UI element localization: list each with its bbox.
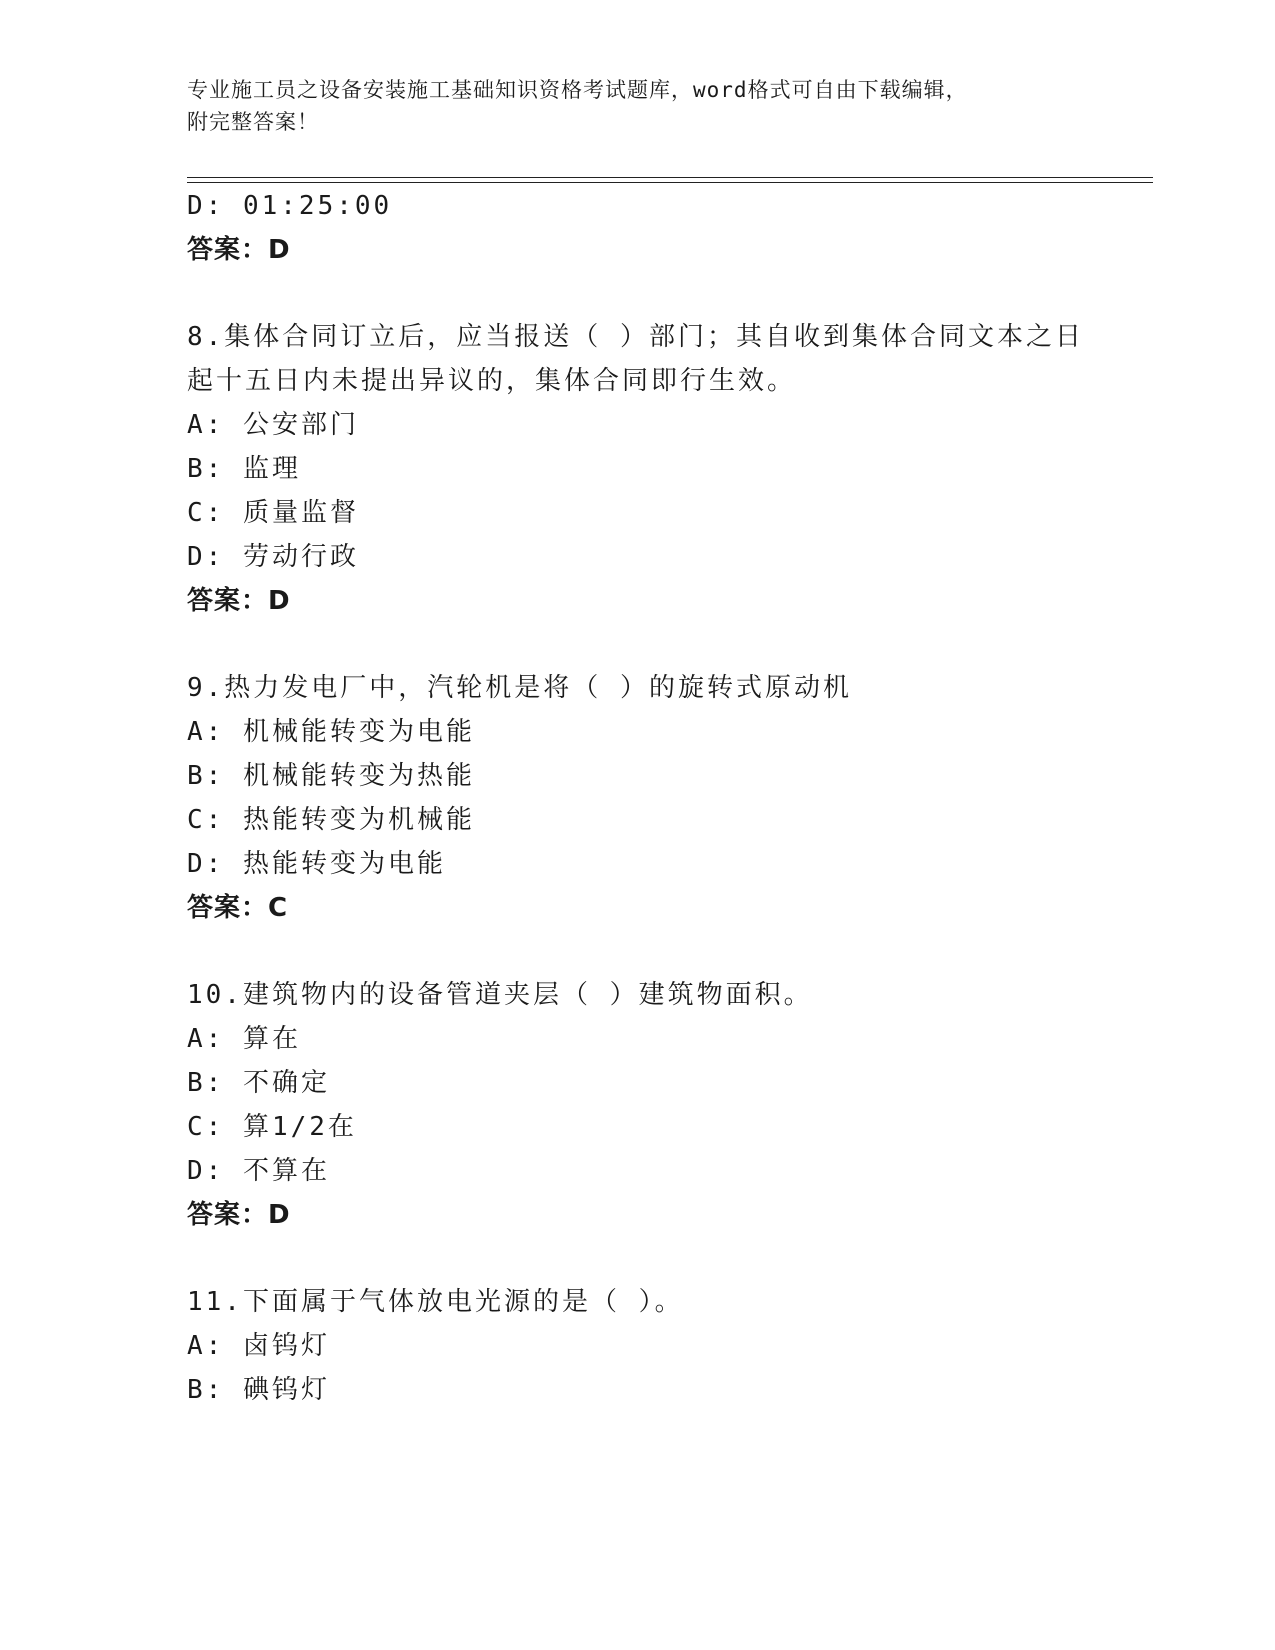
q10-option-c: C: 算1/2在 xyxy=(187,1112,357,1142)
prev-option-d: D: 01:25:00 xyxy=(187,191,393,221)
q8-stem-line-1: 8.集体合同订立后，应当报送（ ）部门；其自收到集体合同文本之日 xyxy=(187,322,1084,352)
q9-option-d: D: 热能转变为电能 xyxy=(187,849,446,879)
q11-option-a: A: 卤钨灯 xyxy=(187,1331,330,1361)
q10-option-d: D: 不算在 xyxy=(187,1156,330,1186)
q10-answer: 答案：D xyxy=(187,1200,291,1230)
q10-option-a: A: 算在 xyxy=(187,1024,301,1054)
q9-answer: 答案：C xyxy=(187,893,289,923)
q11-option-b: B: 碘钨灯 xyxy=(187,1375,330,1405)
header-divider-bottom xyxy=(187,182,1153,183)
q8-stem-line-2: 起十五日内未提出异议的，集体合同即行生效。 xyxy=(187,366,797,396)
q9-option-a: A: 机械能转变为电能 xyxy=(187,717,475,747)
q11-stem: 11.下面属于气体放电光源的是（ ）。 xyxy=(187,1287,684,1317)
q8-answer: 答案：D xyxy=(187,586,291,616)
q8-option-d: D: 劳动行政 xyxy=(187,542,359,572)
q10-option-b: B: 不确定 xyxy=(187,1068,330,1098)
q10-stem: 10.建筑物内的设备管道夹层（ ）建筑物面积。 xyxy=(187,980,813,1010)
document-header xyxy=(187,74,1087,138)
q8-option-a: A: 公安部门 xyxy=(187,410,359,440)
header-line-2: 附完整答案！ xyxy=(187,110,319,134)
header-divider-top xyxy=(187,177,1153,178)
prev-answer: 答案：D xyxy=(187,235,291,265)
q9-stem: 9.热力发电厂中，汽轮机是将（ ）的旋转式原动机 xyxy=(187,673,852,703)
q9-option-c: C: 热能转变为机械能 xyxy=(187,805,475,835)
header-line-1: 专业施工员之设备安装施工基础知识资格考试题库，word格式可自由下载编辑， xyxy=(187,78,968,102)
q8-option-c: C: 质量监督 xyxy=(187,498,359,528)
q9-option-b: B: 机械能转变为热能 xyxy=(187,761,475,791)
q8-option-b: B: 监理 xyxy=(187,454,301,484)
